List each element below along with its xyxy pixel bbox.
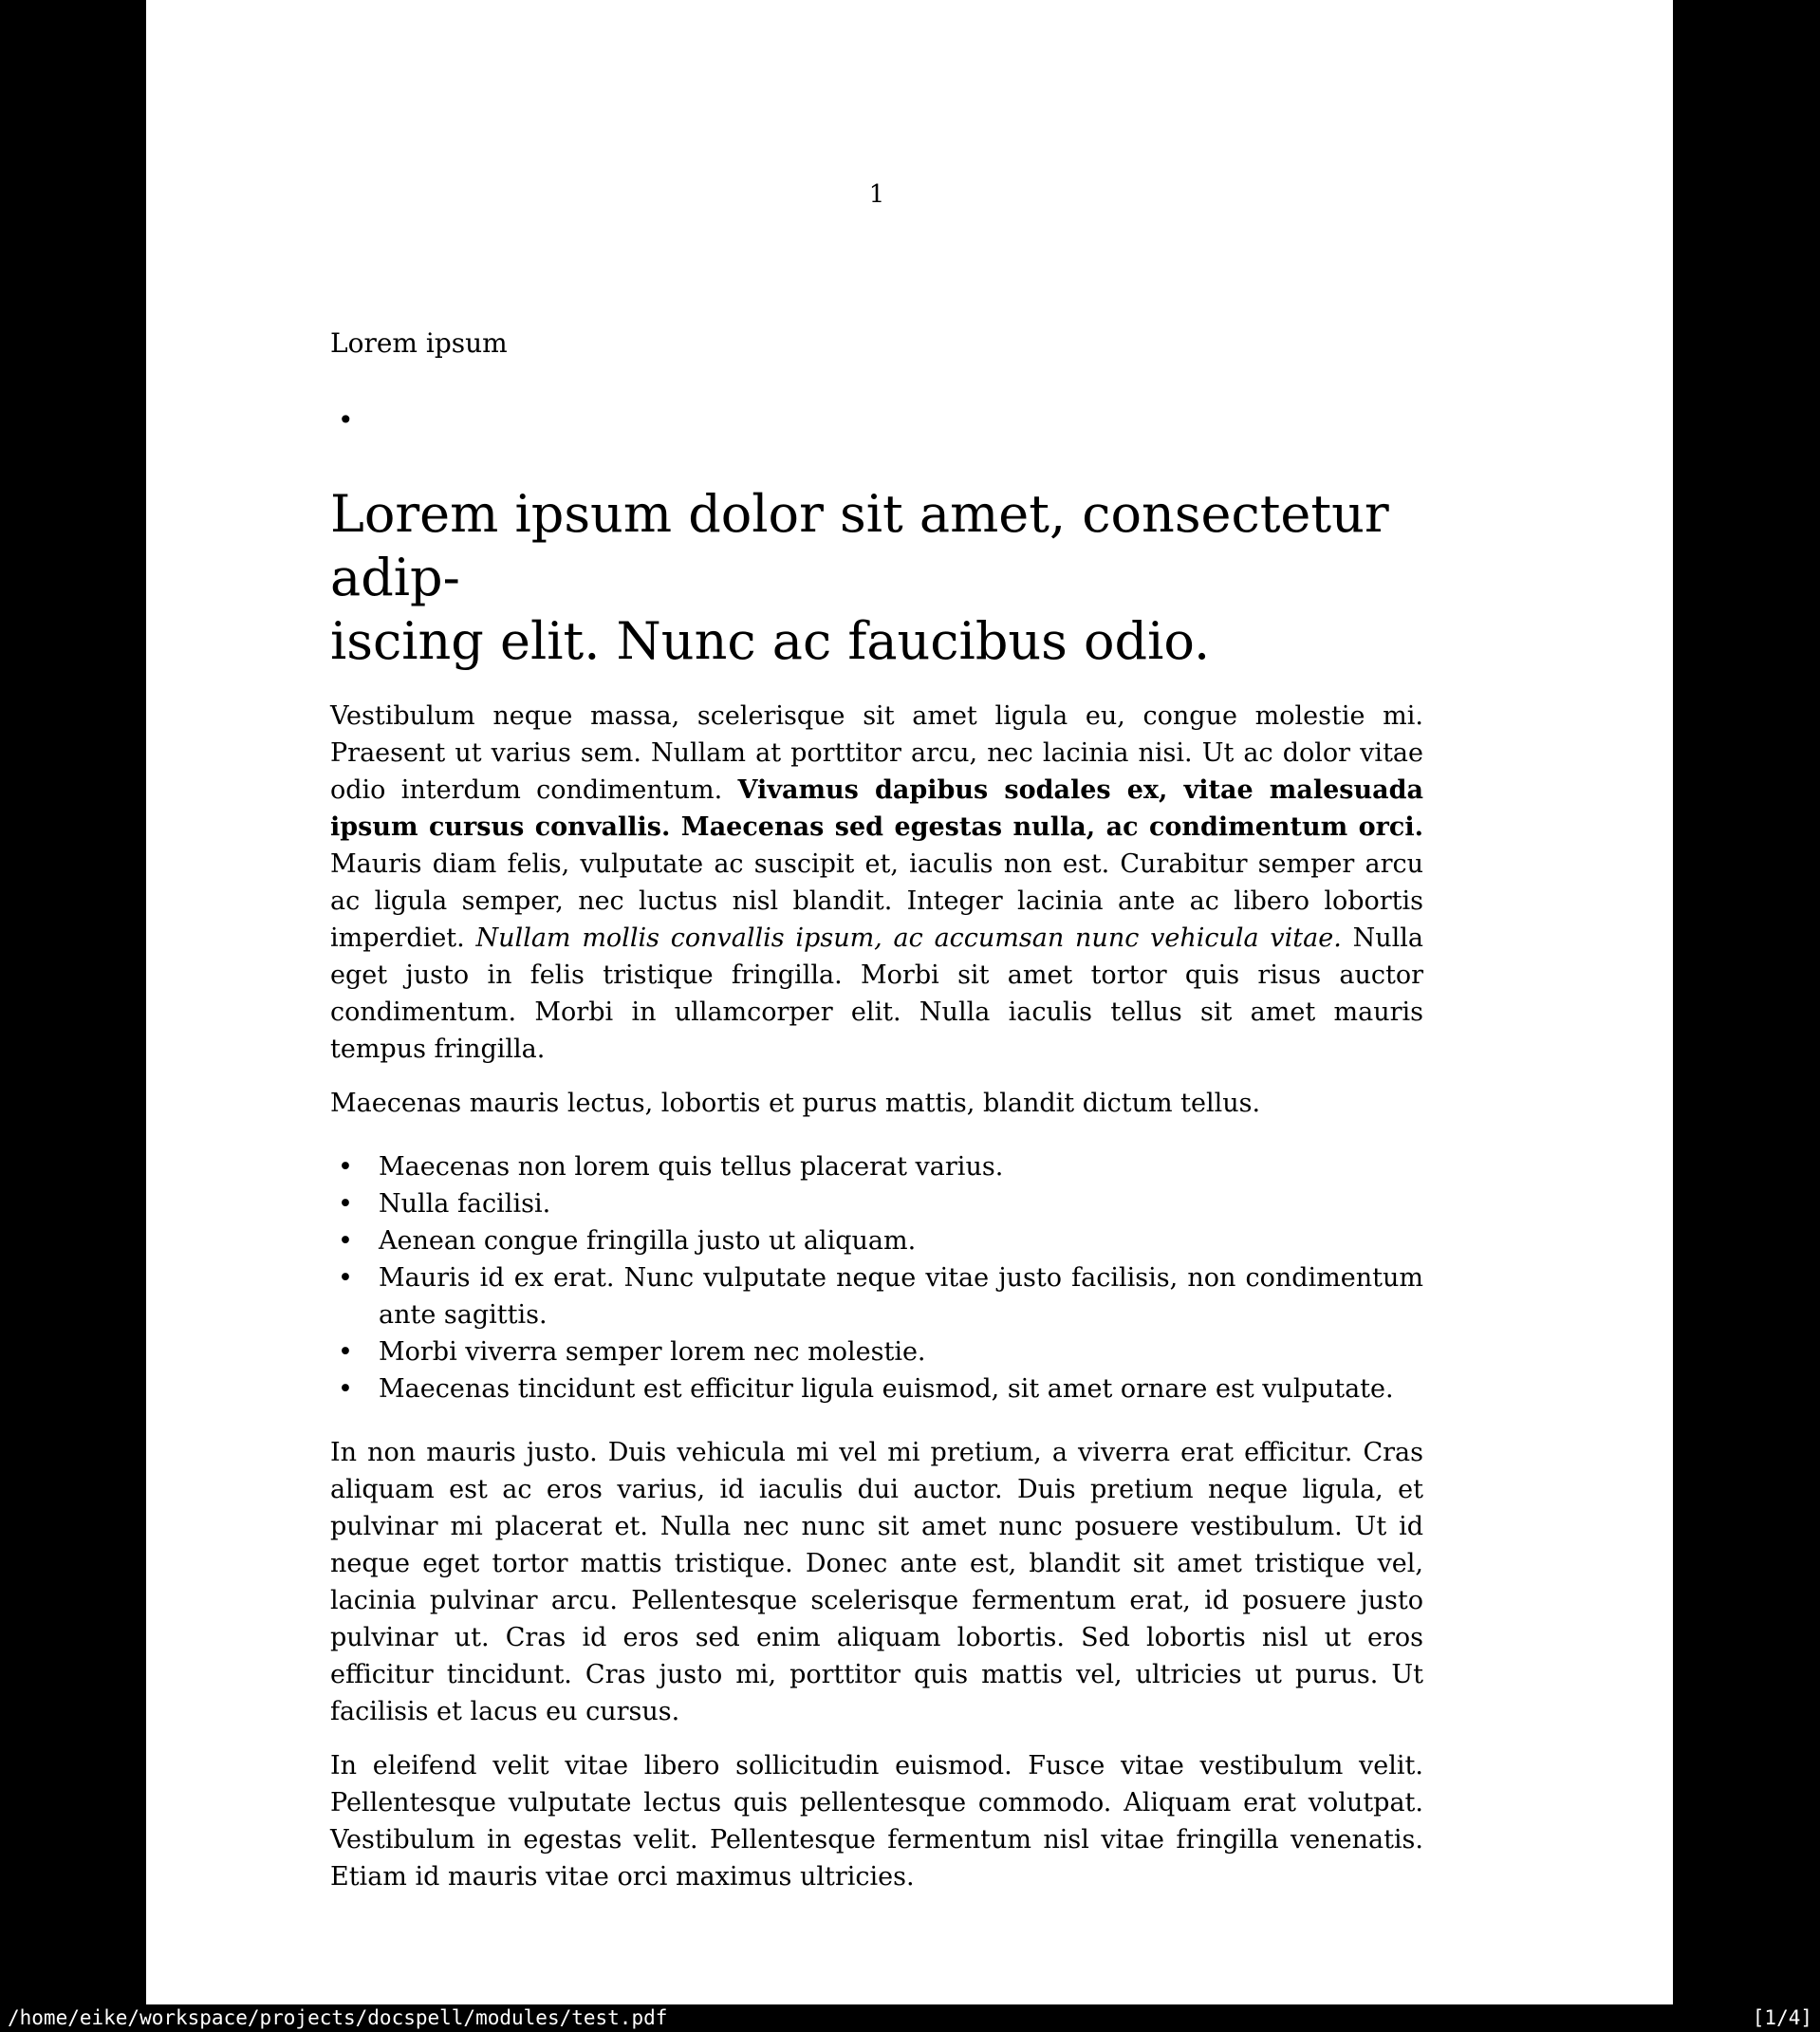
statusbar: [0, 2004, 1820, 2032]
document-heading: [330, 482, 1423, 673]
paragraph-2: Maecenas mauris lectus, lobortis et purus mattis, blandit dictum tellus.: [330, 1089, 1261, 1118]
text-column: [330, 0, 1423, 1895]
paragraph-1-bold-run: Vivamus dapibus sodales ex, vitae malesuada ipsum cursus convallis. Maecenas sed egestas nulla, ac condimentum orci.: [330, 775, 1424, 842]
paragraph-1-normal-run-1: Vestibulum neque massa, scelerisque sit amet ligula eu, congue molestie mi. Praesent ut varius sem. Nullam at porttitor arcu, nec lacinia nisi. Ut ac dolor vitae odio interdum condimentum.: [330, 701, 1423, 805]
statusbar-page-indicator: [1/4]: [1752, 2006, 1812, 2029]
paragraph-1-normal-run-2: Mauris diam felis, vulputate ac suscipit et, iaculis non est. Curabitur semper arcu ac ligula semper, nec luctus nisl blandit. Integer lacinia ante ac libero lobortis imperdiet.: [330, 849, 1423, 953]
list-item: • Mauris id ex erat. Nunc vulputate neque vitae justo facilisis, non condimentum ante sagittis.: [330, 1259, 1423, 1333]
paragraph-1-italic-run: Nullam mollis convallis ipsum, ac accumsan nunc vehicula vitae.: [475, 923, 1342, 953]
intro-label: Lorem ipsum: [330, 327, 508, 359]
empty-list-item: [330, 401, 1423, 438]
document-page: [146, 0, 1673, 2005]
list-item: • Nulla facilisi.: [330, 1185, 1423, 1222]
paragraph-4: In eleifend velit vitae libero sollicitudin euismod. Fusce vitae vestibulum velit. Pellentesque vulputate lectus quis pellentesque commodo. Aliquam erat volutpat. Vestibulum in egestas velit. Pellentesque fermentum nisl vitae fringilla venenatis. Etiam id mauris vitae orci maximus ultricies.: [330, 1751, 1423, 1892]
list-item: • Maecenas tincidunt est efficitur ligula euismod, sit amet ornare est vulputate.: [330, 1370, 1423, 1407]
heading-line-1: Lorem ipsum dolor sit amet, consectetur adip-: [330, 484, 1389, 607]
list-item: • Maecenas non lorem quis tellus placerat varius.: [330, 1148, 1423, 1185]
bullet-list: [330, 1148, 1423, 1407]
heading-line-2: iscing elit. Nunc ac faucibus odio.: [330, 611, 1211, 671]
paragraph-3: In non mauris justo. Duis vehicula mi vel mi pretium, a viverra erat efficitur. Cras aliquam est ac eros varius, id iaculis dui auctor. Duis pretium neque ligula, et pulvinar mi placerat et. Nulla nec nunc sit amet nunc posuere vestibulum. Ut id neque eget tortor mattis tristique. Donec ante est, blandit sit amet tristique vel, lacinia pulvinar arcu. Pellentesque scelerisque fermentum erat, id posuere justo pulvinar ut. Cras id eros sed enim aliquam lobortis. Sed lobortis nisl ut eros efficitur tincidunt. Cras justo mi, porttitor quis mattis vel, ultricies ut purus. Ut facilisis et lacus eu cursus.: [330, 1438, 1423, 1726]
list-item: • Morbi viverra semper lorem nec molestie.: [330, 1333, 1423, 1370]
statusbar-file-path: /home/eike/workspace/projects/docspell/modules/test.pdf: [8, 2006, 668, 2029]
bullet-icon: •: [338, 404, 354, 436]
list-item: • Aenean congue fringilla justo ut aliquam.: [330, 1222, 1423, 1259]
paragraph-1-normal-run-3: Nulla eget justo in felis tristique fringilla. Morbi sit amet tortor quis risus auctor condimentum. Morbi in ullamcorper elit. Nulla iaculis tellus sit amet mauris tempus fringilla.: [330, 923, 1424, 1064]
page-number: 1: [868, 180, 885, 209]
paragraph-1: [330, 698, 1423, 1068]
